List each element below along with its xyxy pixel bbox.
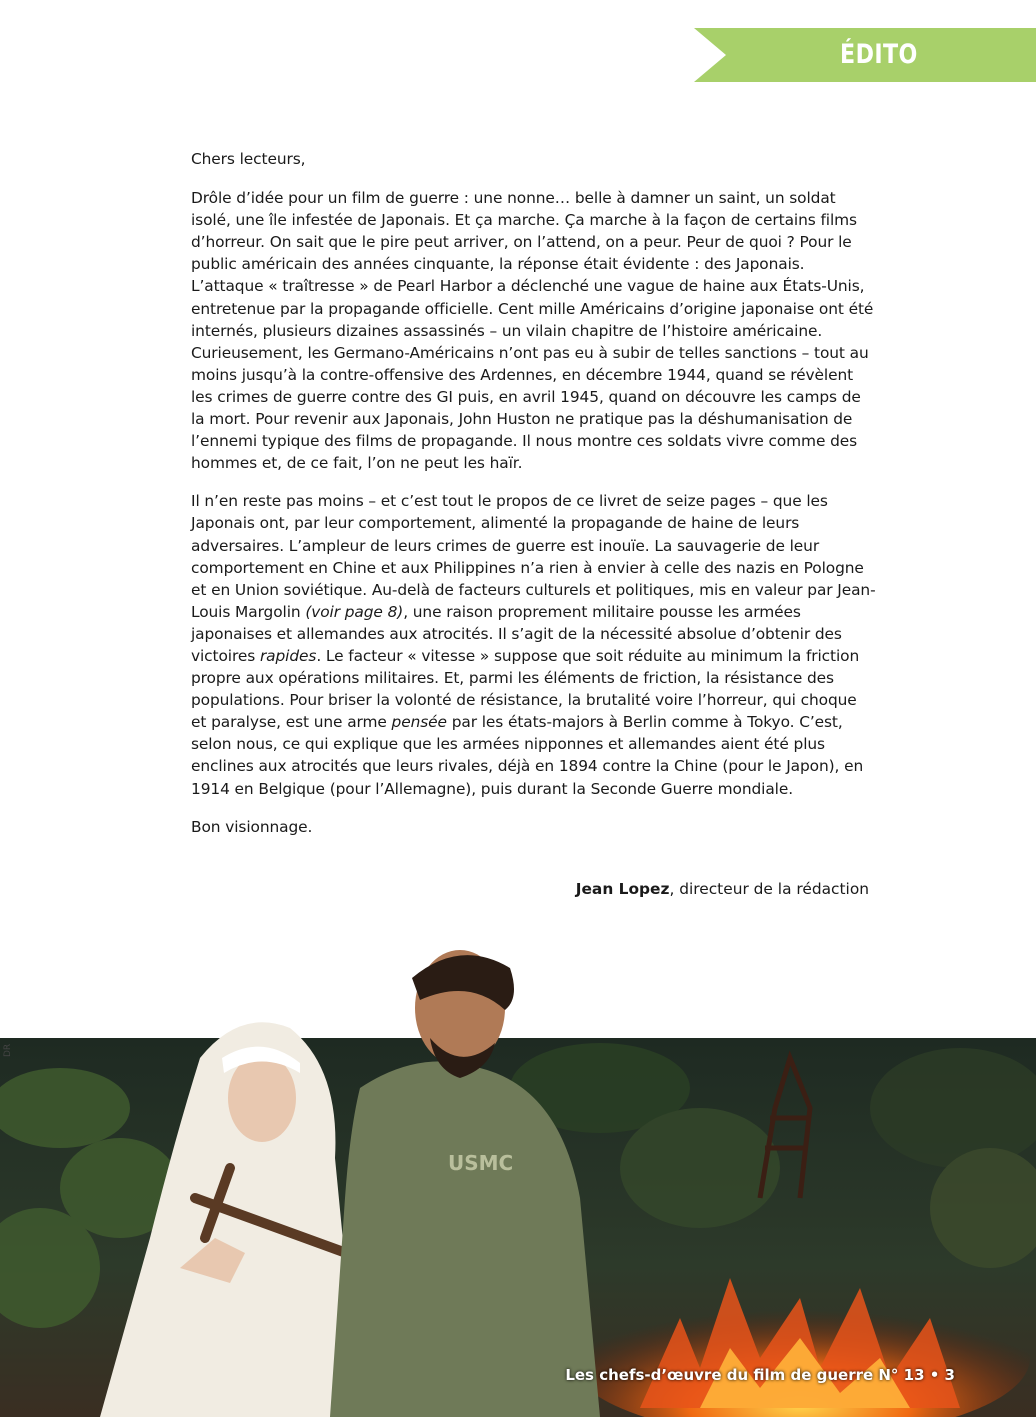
uniform-lettering: USMC: [448, 1151, 514, 1175]
paragraph-2-part-c: . Le facteur « vitesse » suppose que soit réduite au minimum la friction propre aux opérations militaires. Et, parmi les éléments de friction, la résistance des populations. Pour briser la volonté de résistance, la brutalité voire l’horreur, qui choque et paralyse, est une arme: [191, 646, 860, 732]
soldier-figure: [330, 950, 600, 1417]
section-tab: [694, 28, 1036, 82]
author-role: , directeur de la rédaction: [669, 880, 869, 898]
editorial-article: [191, 148, 876, 854]
emphasis-pensee: pensée: [391, 713, 447, 732]
page-reference: (voir page 8): [305, 602, 404, 621]
paragraph-2: [191, 490, 876, 799]
section-label: ÉDITO: [840, 39, 918, 70]
paragraph-2-part-d: par les états-majors à Berlin comme à Tokyo. C’est, selon nous, ce qui explique que les armées nipponnes et allemandes aient été plus enclines aux atrocités que leurs rivales, déjà en 1894 contre la Chine (pour le Japon), en 1914 en Belgique (pour l’Allemagne), puis durant la Seconde Guerre mondiale.: [191, 713, 864, 798]
author-name: Jean Lopez: [575, 880, 670, 898]
signature: [576, 878, 869, 900]
closing-line: Bon visionnage.: [191, 817, 313, 836]
greeting: Chers lecteurs,: [191, 150, 306, 168]
emphasis-rapides: rapides: [259, 646, 317, 665]
film-still: [0, 938, 1036, 1417]
photo-credit: DR: [3, 1043, 13, 1057]
paragraph-2-part-a: Il n’en reste pas moins – et c’est tout le propos de ce livret de seize pages – que les Japonais ont, par leur comportement, alimenté la propagande de haine de leurs adversaires. L’ampleur de leurs crimes de guerre est inouïe. La sauvagerie de leur comportement en Chine et aux Philippines n’a rien à envier à celle des nazis en Pologne et en Union soviétique. Au-delà de facteurs culturels et politiques, mis en valeur par Jean-Louis Margolin: [191, 492, 876, 621]
paragraph-2-part-b: , une raison proprement militaire pousse les armées japonaises et allemandes aux atrocités. Il s’agit de la nécessité absolue d’obtenir des victoires: [191, 602, 842, 665]
page-footer: Les chefs-d’œuvre du film de guerre N° 13 • 3: [565, 1366, 955, 1384]
paragraph-1: Drôle d’idée pour un film de guerre : une nonne… belle à damner un saint, un soldat isolé, une île infestée de Japonais. Et ça marche. Ça marche à la façon de certains films d’horreur. On sait que le pire peut arriver, on l’attend, on a peur. Peur de quoi ? Pour le public américain des années cinquante, la réponse était évidente : des Japonais. L’attaque « traîtresse » de Pearl Harbor a déclenché une vague de haine aux États-Unis, entretenue par la propagande officielle. Cent mille Américains d’origine japonaise ont été internés, plusieurs dizaines assassinés – un vilain chapitre de l’histoire américaine. Curieusement, les Germano-Américains n’ont pas eu à subir de telles sanctions – tout au moins jusqu’à la contre-offensive des Ardennes, en décembre 1944, quand se révèlent les crimes de guerre contre des GI puis, en avril 1945, quand on découvre les camps de la mort. Pour revenir aux Japonais, John Huston ne pratique pas la déshumanisation de l’ennemi typique des films de propagande. Il nous montre ces soldats vivre comme des hommes et, de ce fait, l’on ne peut les haïr.: [191, 189, 874, 473]
